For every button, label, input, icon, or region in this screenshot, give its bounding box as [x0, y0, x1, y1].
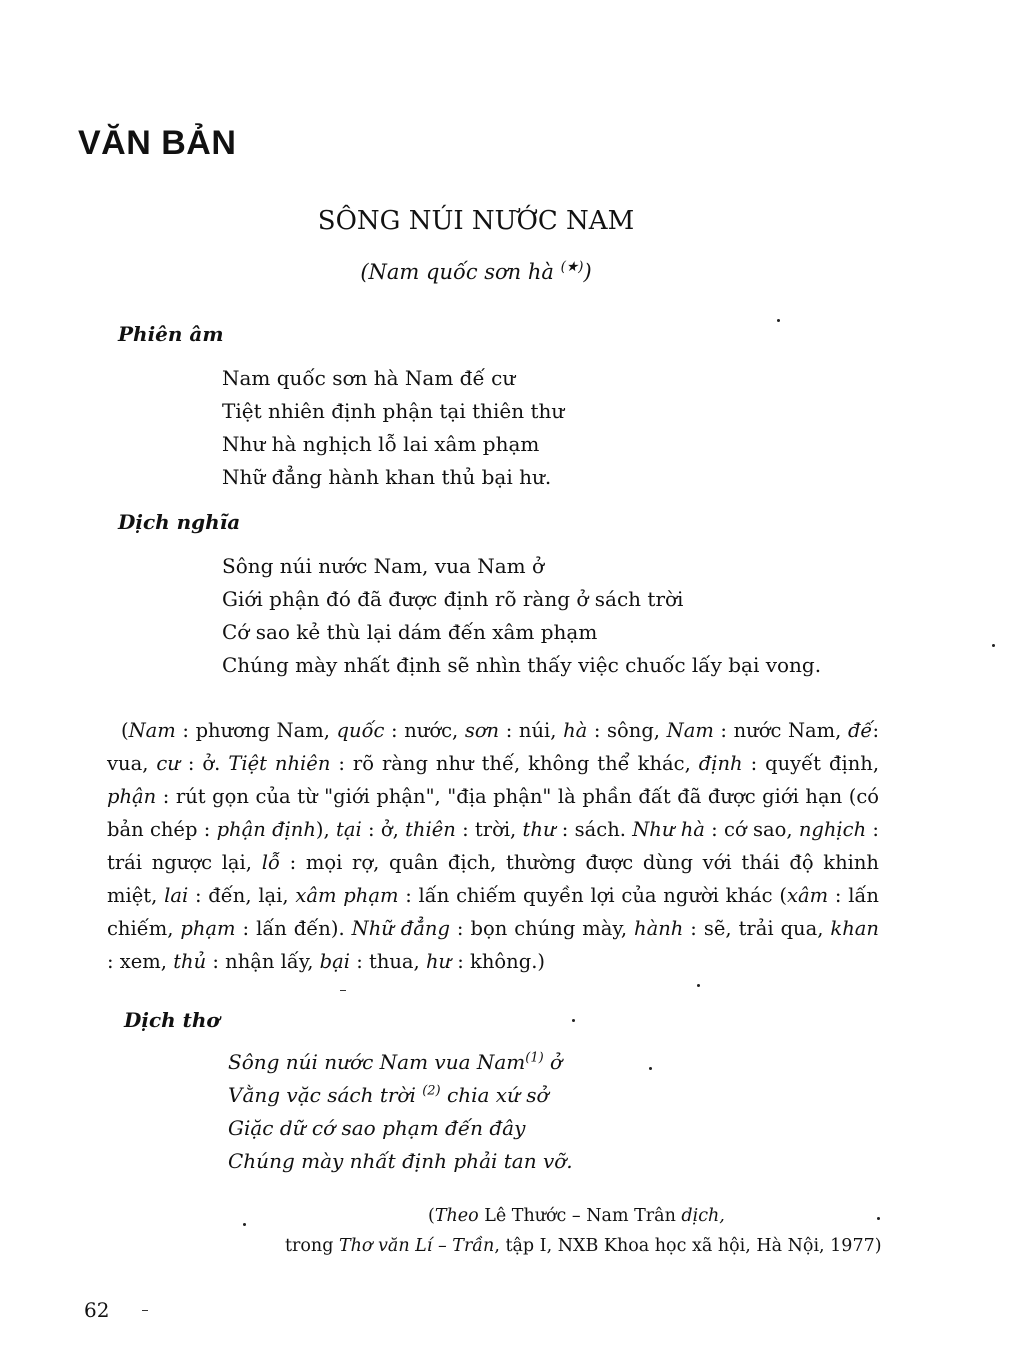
gloss-term: thư: [522, 818, 556, 841]
gloss-text: : cớ sao,: [704, 818, 799, 841]
dich-nghia-verse: [222, 550, 821, 682]
scan-speck: [142, 1310, 148, 1311]
gloss-text: : ở.: [179, 752, 229, 775]
gloss-text: : mọi rợ, quân địch, thường được dùng với thái độ khinh miệt,: [107, 851, 879, 907]
gloss-term: cư: [156, 752, 180, 775]
source-book-title: Thơ văn Lí – Trần: [338, 1236, 495, 1256]
gloss-term: phận: [107, 785, 157, 808]
gloss-term: lai: [164, 884, 189, 907]
scan-speck: [572, 1019, 575, 1022]
gloss-text: : sách.: [555, 818, 633, 841]
verse-text: Sông núi nước Nam vua Nam: [228, 1050, 526, 1074]
word-gloss-paragraph: [107, 714, 879, 978]
gloss-term: hành: [634, 917, 684, 940]
verse-line: Tiệt nhiên định phận tại thiên thư: [222, 399, 565, 423]
source-in: trong: [285, 1236, 339, 1256]
source-translators: Lê Thước – Nam Trân: [478, 1206, 682, 1226]
gloss-text: : nước Nam,: [713, 719, 848, 742]
gloss-term: bại: [319, 950, 351, 973]
scan-speck: [340, 990, 346, 991]
gloss-term: Nam: [128, 719, 176, 742]
gloss-term: thiên: [405, 818, 456, 841]
gloss-text: : nhận lấy,: [206, 950, 320, 973]
gloss-term: tại: [336, 818, 362, 841]
poem-subtitle-text: Nam quốc sơn hà: [368, 260, 554, 284]
gloss-text: : bọn chúng mày,: [449, 917, 635, 940]
gloss-text: : không.): [451, 950, 546, 973]
gloss-text: : đến, lại,: [188, 884, 296, 907]
label-dich-nghia: Dịch nghĩa: [118, 510, 241, 534]
scan-speck: [649, 1067, 652, 1070]
verse-line: Cớ sao kẻ thù lại dám đến xâm phạm: [222, 620, 598, 644]
gloss-term: xâm: [786, 884, 829, 907]
gloss-term: xâm phạm: [295, 884, 399, 907]
footnote-mark: (1): [525, 1050, 544, 1066]
label-dich-tho: Dịch thơ: [124, 1008, 220, 1032]
gloss-text: : lấn đến).: [235, 917, 352, 940]
gloss-term: sơn: [464, 719, 500, 742]
source-citation-line1: [428, 1206, 725, 1226]
gloss-term: phạm: [180, 917, 236, 940]
gloss-text: : núi,: [499, 719, 564, 742]
gloss-text: : sông,: [587, 719, 667, 742]
gloss-term: đế: [847, 719, 873, 742]
gloss-term: hư: [425, 950, 452, 973]
source-details: , tập I, NXB Khoa học xã hội, Hà Nội, 1977): [494, 1236, 882, 1256]
verse-line: [228, 1079, 573, 1112]
gloss-text: : quyết định,: [742, 752, 880, 775]
verse-line: Chúng mày nhất định phải tan vỡ.: [228, 1149, 573, 1173]
page-number: 62: [84, 1298, 110, 1322]
scan-speck: [243, 1223, 246, 1226]
gloss-text: : trời,: [455, 818, 523, 841]
gloss-term: định: [698, 752, 743, 775]
gloss-text: : rút gọn của từ "giới phận", "địa phận" là phần đất đã được giới hạn (có bản chép :: [107, 785, 879, 841]
gloss-text: : lấn chiếm quyền lợi của người khác (: [398, 884, 787, 907]
gloss-term: hà: [563, 719, 588, 742]
gloss-term: khan: [830, 917, 879, 940]
verse-line: Sông núi nước Nam, vua Nam ở: [222, 554, 545, 578]
gloss-term: quốc: [336, 719, 385, 742]
gloss-text: (: [121, 719, 129, 742]
gloss-text: ),: [315, 818, 337, 841]
verse-line: Nhữ đẳng hành khan thủ bại hư.: [222, 465, 552, 489]
verse-line: Chúng mày nhất định sẽ nhìn thấy việc chuốc lấy bại vong.: [222, 653, 822, 677]
phien-am-verse: [222, 362, 564, 494]
footnote-mark: (2): [422, 1083, 441, 1099]
gloss-term: nghịch: [798, 818, 867, 841]
dich-tho-verse: [228, 1046, 573, 1178]
gloss-text: : phương Nam,: [175, 719, 337, 742]
source-citation-line2: [285, 1236, 882, 1256]
verse-line: Giặc dữ cớ sao phạm đến đây: [228, 1116, 526, 1140]
subtitle-note-mark: (★): [560, 259, 584, 275]
section-heading: VĂN BẢN: [78, 124, 237, 162]
source-dich: dịch,: [681, 1206, 725, 1226]
gloss-text: : vua,: [107, 719, 880, 775]
gloss-text: : ở,: [361, 818, 406, 841]
scan-speck: [992, 644, 995, 647]
scan-speck: [777, 319, 780, 322]
verse-text: Vằng vặc sách trời: [228, 1083, 423, 1107]
verse-line: Giới phận đó đã được định rõ ràng ở sách trời: [222, 587, 684, 611]
gloss-term: Nhữ đẳng: [351, 917, 450, 940]
source-theo: Theo: [434, 1206, 479, 1226]
gloss-text: : trái ngược lại,: [107, 818, 879, 874]
gloss-text: : thua,: [350, 950, 426, 973]
gloss-text: : nước,: [384, 719, 465, 742]
gloss-text: : lấn chiếm,: [107, 884, 879, 940]
source-open-paren: (: [428, 1206, 435, 1226]
verse-line: Nam quốc sơn hà Nam đế cư: [222, 366, 516, 390]
gloss-text: : rõ ràng như thế, không thể khác,: [330, 752, 699, 775]
verse-line: [228, 1046, 573, 1079]
gloss-term: thủ: [173, 950, 207, 973]
gloss-term: lỗ: [261, 851, 280, 874]
verse-line: Như hà nghịch lỗ lai xâm phạm: [222, 432, 540, 456]
label-phien-am: Phiên âm: [118, 322, 224, 346]
verse-text: chia xứ sở: [440, 1083, 549, 1107]
verse-text: ở: [543, 1050, 563, 1074]
gloss-term: Như hà: [632, 818, 705, 841]
gloss-term: Nam: [666, 719, 714, 742]
scan-speck: [877, 1217, 880, 1220]
gloss-text: : xem,: [107, 950, 174, 973]
poem-subtitle: (Nam quốc sơn hà (★)): [360, 259, 592, 284]
scan-speck: [697, 984, 700, 987]
poem-title: SÔNG NÚI NƯỚC NAM: [317, 206, 635, 236]
gloss-term: phận định: [216, 818, 316, 841]
gloss-term: Tiệt nhiên: [228, 752, 331, 775]
gloss-text: : sẽ, trải qua,: [683, 917, 831, 940]
